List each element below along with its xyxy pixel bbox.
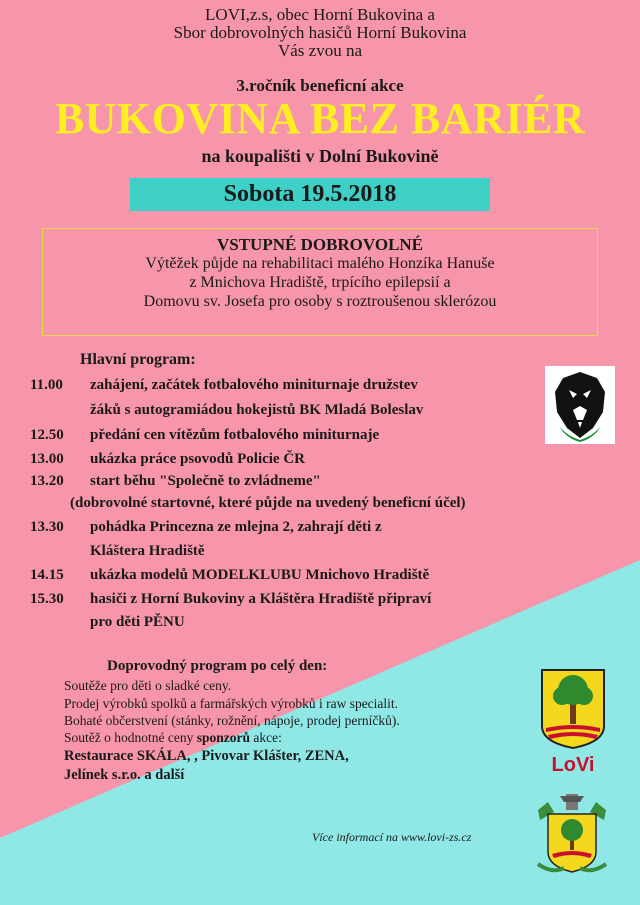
- program-time: 13.20: [30, 473, 64, 489]
- sponsors-line-1: Restaurace SKÁLA, , Pivovar Klášter, ZENA,: [64, 748, 349, 764]
- sponsor-intro: [64, 730, 282, 746]
- edition-label: 3.ročník beneficní akce: [236, 76, 404, 95]
- organizers-intro: [0, 6, 640, 60]
- entry-line-3: Domovu sv. Josefa pro osoby s roztroušenou sklerózou: [143, 293, 497, 310]
- lion-head-icon: [545, 366, 615, 444]
- program-text: zahájení, začátek fotbalového miniturnaje družstev: [90, 377, 418, 393]
- program-text: ukázka práce psovodů Policie ČR: [90, 451, 306, 467]
- sponsor-word: sponzorů: [196, 730, 250, 745]
- event-title: BUKOVINA BEZ BARIÉR: [54, 94, 586, 143]
- program-item-continuation: pro děti PĚNU: [90, 614, 185, 630]
- program-time: 12.50: [30, 427, 64, 443]
- program-text: ukázka modelů MODELKLUBU Mnichovo Hradiště: [90, 567, 430, 583]
- entry-line-1: Výtěžek půjde na rehabilitaci malého Honzíka Hanuše: [145, 255, 495, 272]
- side-program-line: Bohaté občerstvení (stánky, rožnění, nápoje, prodej perníčků).: [64, 713, 400, 728]
- program-time: 14.15: [30, 567, 64, 583]
- side-program-heading: Doprovodný program po celý den:: [107, 658, 328, 674]
- event-place: na koupališti v Dolní Bukovině: [201, 146, 439, 166]
- program-time: 13.00: [30, 451, 64, 467]
- lovi-crest-icon: [540, 668, 606, 776]
- program-text: hasiči z Horní Bukoviny a Kláštěra Hradiště připraví: [90, 591, 432, 607]
- entry-line-2: z Mnichova Hradiště, trpícího epilepsií a: [189, 274, 451, 291]
- event-date: Sobota 19.5.2018: [130, 178, 490, 211]
- firefighter-crest-icon: [532, 790, 612, 878]
- program-item-continuation: (dobrovolné startovné, které půjde na uvedený beneficní účel): [70, 495, 466, 511]
- program-time: 15.30: [30, 591, 64, 607]
- side-program-line: Prodej výrobků spolků a farmářských výrobků i raw specialit.: [64, 696, 399, 711]
- program-time: 13.30: [30, 519, 64, 535]
- program-text: pohádka Princezna ze mlejna 2, zahrají děti z: [90, 519, 382, 535]
- intro-line-2: Sbor dobrovolných hasičů Horní Bukovina: [173, 23, 467, 42]
- intro-line-1: LOVI,z.s, obec Horní Bukovina a: [205, 5, 435, 24]
- program-text: start běhu "Společně to zvládneme": [90, 473, 321, 489]
- more-info-link[interactable]: Více informací na www.lovi-zs.cz: [312, 830, 472, 844]
- program-item-continuation: Kláštera Hradiště: [90, 543, 205, 559]
- entry-heading: VSTUPNÉ DOBROVOLNÉ: [216, 235, 424, 254]
- entry-info-box: [42, 228, 598, 336]
- program-item-continuation: žáků s autogramiádou hokejistů BK Mladá Boleslav: [90, 402, 424, 418]
- sponsor-prefix: Soutěž o hodnotné ceny: [64, 730, 197, 745]
- sponsor-suffix: akce:: [250, 730, 282, 745]
- program-time: 11.00: [30, 377, 63, 393]
- program-text: předání cen vítězům fotbalového miniturnaje: [90, 427, 380, 443]
- side-program-line: Soutěže pro děti o sladké ceny.: [64, 678, 232, 693]
- program-heading: Hlavní program:: [80, 351, 196, 368]
- lovi-logo-text: LoVi: [551, 754, 595, 776]
- intro-line-3: Vás zvou na: [277, 41, 363, 60]
- sponsors-line-2: Jelínek s.r.o. a další: [64, 767, 185, 783]
